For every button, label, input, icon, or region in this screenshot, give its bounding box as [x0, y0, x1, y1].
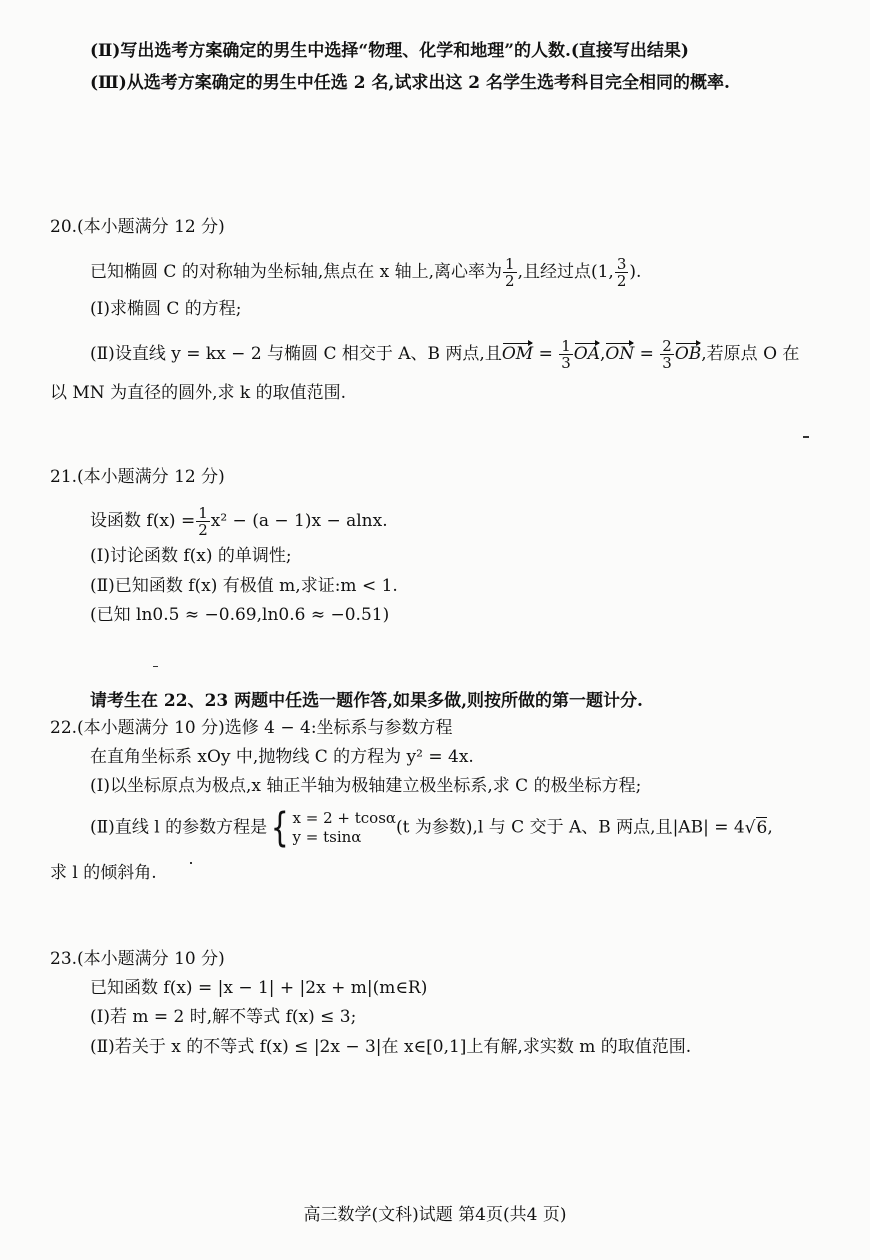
- fraction-denominator: 2: [616, 272, 627, 290]
- fraction-denominator: 2: [505, 272, 515, 290]
- q22-part2-text-b: (t 为参数),l 与 C 交于 A、B 两点,且|AB| = 4: [396, 817, 745, 838]
- q21-header: 21.(本小题满分 12 分): [50, 467, 225, 487]
- comma: ,: [600, 344, 606, 364]
- fraction-numerator: 1: [505, 255, 515, 273]
- q20-part1: (Ⅰ)求椭圆 C 的方程;: [90, 299, 242, 319]
- q20-stem-text-a: 已知椭圆 C 的对称轴为坐标轴,焦点在 x 轴上,离心率为: [90, 262, 503, 282]
- equals-sign: =: [634, 344, 660, 364]
- scan-speck: [153, 666, 158, 667]
- q23-part1: (Ⅰ)若 m = 2 时,解不等式 f(x) ≤ 3;: [90, 1007, 357, 1027]
- vector-ob: OB: [674, 344, 702, 364]
- fraction-numerator: 1: [561, 337, 571, 355]
- vector-on: ON: [605, 344, 635, 364]
- q20-part2: [90, 338, 799, 371]
- fraction-denominator: 2: [198, 521, 208, 539]
- scan-speck: [190, 862, 192, 864]
- q21-stem: [90, 505, 388, 538]
- q22-part2: [90, 805, 773, 851]
- q20-stem-text-b: ,且经过点(1,: [517, 262, 614, 282]
- q19-part3: (Ⅲ)从选考方案确定的男生中任选 2 名,试求出这 2 名学生选考科目完全相同的概率.: [90, 73, 730, 93]
- vector-om: OM: [501, 344, 534, 364]
- q21-note: (已知 ln0.5 ≈ −0.69,ln0.6 ≈ −0.51): [90, 605, 390, 625]
- q21-stem-text-a: 设函数 f(x) =: [90, 511, 196, 531]
- fraction-numerator: 3: [616, 255, 627, 273]
- scan-speck: [803, 436, 809, 438]
- radicand: 6: [756, 817, 768, 838]
- q20-stem-text-c: ).: [629, 262, 642, 282]
- radical-sign-icon: √: [744, 817, 756, 838]
- q23-part2: (Ⅱ)若关于 x 的不等式 f(x) ≤ |2x − 3|在 x∈[0,1]上有解,求实数 m 的取值范围.: [90, 1037, 692, 1057]
- fraction-one-half: [196, 505, 210, 538]
- q20-part2-text-a: (Ⅱ)设直线 y = kx − 2 与椭圆 C 相交于 A、B 两点,且: [90, 344, 502, 364]
- q22-header: 22.(本小题满分 10 分)选修 4 − 4:坐标系与参数方程: [50, 718, 453, 738]
- q21-part1: (Ⅰ)讨论函数 f(x) 的单调性;: [90, 546, 292, 566]
- q20-header: 20.(本小题满分 12 分): [50, 217, 225, 237]
- q20-part2-text-b: ,若原点 O 在: [701, 344, 800, 364]
- fraction-numerator: 1: [198, 504, 208, 522]
- fraction-numerator: 2: [662, 337, 672, 355]
- q22-part2-text-a: (Ⅱ)直线 l 的参数方程是: [90, 817, 268, 838]
- q20-stem: [90, 256, 641, 289]
- system-row-y: y = tsinα: [292, 828, 362, 846]
- q22-part1: (Ⅰ)以坐标原点为极点,x 轴正半轴为极轴建立极坐标系,求 C 的极坐标方程;: [90, 776, 642, 796]
- q22-part2-text-c: ,: [767, 817, 773, 838]
- q22-stem: 在直角坐标系 xOy 中,抛物线 C 的方程为 y² = 4x.: [90, 747, 474, 767]
- vector-oa: OA: [573, 344, 601, 364]
- fraction-denominator: 3: [662, 354, 672, 372]
- q20-point-fraction: [615, 256, 629, 289]
- equals-sign: =: [533, 344, 559, 364]
- page-footer: 高三数学(文科)试题 第4页(共4 页): [303, 1205, 567, 1225]
- system-row-x: x = 2 + tcosα: [292, 809, 397, 827]
- q19-part2: (Ⅱ)写出选考方案确定的男生中选择“物理、化学和地理”的人数.(直接写出结果): [90, 41, 689, 61]
- q23-stem: 已知函数 f(x) = |x − 1| + |2x + m|(m∈R): [90, 978, 428, 998]
- fraction-denominator: 3: [561, 354, 571, 372]
- q21-part2: (Ⅱ)已知函数 f(x) 有极值 m,求证:m < 1.: [90, 576, 398, 596]
- left-brace-icon: {: [270, 805, 289, 851]
- q20-eccentricity-fraction: [503, 256, 517, 289]
- parametric-system: [267, 805, 397, 851]
- q23-header: 23.(本小题满分 10 分): [50, 949, 225, 969]
- square-root: [745, 817, 768, 839]
- q20-part2-continued: 以 MN 为直径的圆外,求 k 的取值范围.: [50, 383, 347, 403]
- q22-part2-continued: 求 l 的倾斜角.: [50, 863, 157, 883]
- fraction-two-thirds: [660, 338, 674, 371]
- fraction-one-third: [559, 338, 573, 371]
- choose-one-note: 请考生在 22、23 两题中任选一题作答,如果多做,则按所做的第一题计分.: [90, 691, 643, 711]
- q21-stem-text-b: x² − (a − 1)x − alnx.: [210, 511, 388, 531]
